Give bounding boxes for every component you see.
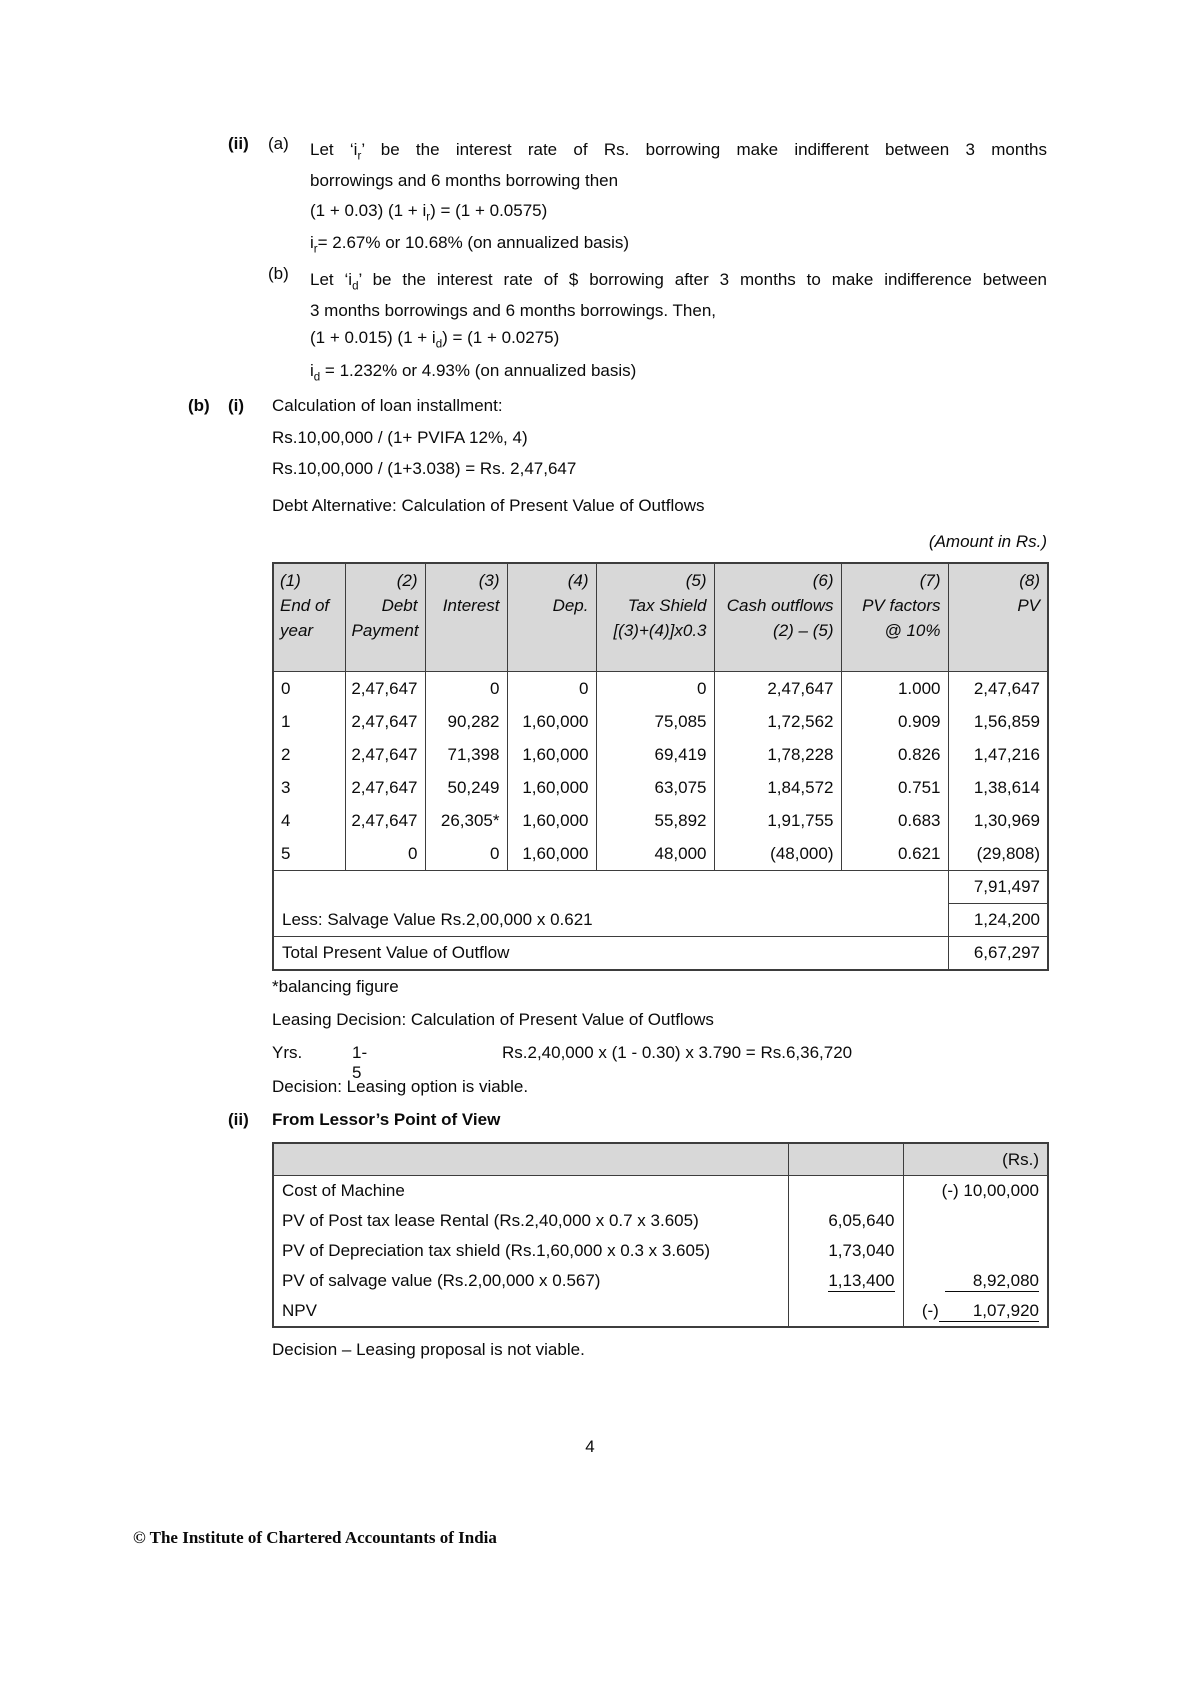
table-cell: 0.621 xyxy=(841,837,948,871)
table-cell: 5 xyxy=(273,837,345,871)
row-label: Cost of Machine xyxy=(282,1181,405,1200)
less-salvage-value: 1,24,200 xyxy=(948,904,1048,937)
copyright-footer: © The Institute of Chartered Accountants of India xyxy=(133,1528,497,1547)
table-cell: 3 xyxy=(281,777,291,797)
table-cell: 1,30,969 xyxy=(948,804,1048,837)
table1-less-salvage-row xyxy=(273,904,1048,937)
table-cell: 69,419 xyxy=(596,738,714,771)
row-mid-value: 1,13,400 xyxy=(788,1266,903,1296)
para-ii-a-line1: Let ‘$i_r$’ be the interest rate of Rs. borrowing make indifferent between 3 months xyxy=(310,140,1047,163)
table-cell: 2,47,647 xyxy=(714,672,841,706)
table-cell: 1,60,000 xyxy=(507,771,596,804)
table-cell: 0 xyxy=(596,672,714,706)
section-ii-label: (ii) xyxy=(228,134,249,153)
table-cell: 55,892 xyxy=(596,804,714,837)
table-cell: 4 xyxy=(281,810,291,830)
balancing-note: *balancing figure xyxy=(272,977,399,996)
table-cell: 0 xyxy=(507,672,596,706)
table-cell: 63,075 xyxy=(596,771,714,804)
table1-header-cash-outflows: (6) Cash outflows (2) – (5) xyxy=(714,563,841,672)
table-cell: 71,398 xyxy=(425,738,507,771)
lessor-decision-result: Decision – Leasing proposal is not viable. xyxy=(272,1340,585,1359)
table-cell: 1.000 xyxy=(841,672,948,706)
table1-row-year3 xyxy=(273,771,1048,804)
row-label: PV of salvage value (Rs.2,00,000 x 0.567) xyxy=(282,1271,601,1290)
table-cell: 2,47,647 xyxy=(345,804,425,837)
table-cell: 90,282 xyxy=(425,705,507,738)
table1-header-dep: (4) Dep. xyxy=(507,563,596,672)
table-cell: 1,38,614 xyxy=(948,771,1048,804)
para-ii-b xyxy=(310,264,1047,326)
table1-total-row xyxy=(273,937,1048,971)
amount-note: (Amount in Rs.) xyxy=(928,532,1047,551)
table-cell: 0 xyxy=(425,672,507,706)
table-cell: 1,60,000 xyxy=(507,705,596,738)
row-right-value: (-) 1,07,920 xyxy=(903,1296,1048,1327)
table-cell: 1,91,755 xyxy=(714,804,841,837)
row-mid-value xyxy=(788,1176,903,1207)
para-ii-b-line2: 3 months borrowings and 6 months borrowings. Then, xyxy=(310,301,717,320)
table-cell: 2,47,647 xyxy=(345,771,425,804)
table-cell: 50,249 xyxy=(425,771,507,804)
table1-header-pv: (8) PV xyxy=(948,563,1048,672)
table-cell xyxy=(788,1143,903,1176)
table1-header-row xyxy=(273,563,1048,672)
table1-row-year4 xyxy=(273,804,1048,837)
table-cell xyxy=(273,1143,788,1176)
yrs-range: 1-5 xyxy=(352,1043,368,1082)
table2-row-salvage-value xyxy=(273,1266,1048,1296)
table-cell: (29,808) xyxy=(948,837,1048,871)
table-cell: 1 xyxy=(281,711,291,731)
table1-header-pv-factors: (7) PV factors @ 10% xyxy=(841,563,948,672)
para-ii-a-line2: borrowings and 6 months borrowing then xyxy=(310,171,619,190)
table-cell: 0.826 xyxy=(841,738,948,771)
table-cell: 2 xyxy=(281,744,291,764)
row-right-value xyxy=(903,1206,1048,1236)
table-cell: 2,47,647 xyxy=(345,738,425,771)
loan-formula-line2: Rs.10,00,000 / (1+3.038) = Rs. 2,47,647 xyxy=(272,459,577,478)
formula-a2: $i_r= 2.67\%$ or 10.68% (on annualized basis) xyxy=(310,233,630,256)
table2-header-row xyxy=(273,1143,1048,1176)
table-cell xyxy=(273,871,948,904)
para-ii-a xyxy=(310,134,1047,196)
table-cell: 1,78,228 xyxy=(714,738,841,771)
table1-row-year5 xyxy=(273,837,1048,871)
yrs-formula: Rs.2,40,000 x (1 - 0.30) x 3.790 = Rs.6,36,720 xyxy=(502,1043,853,1062)
total-outflow-value: 6,67,297 xyxy=(948,937,1048,971)
table-cell: 1,60,000 xyxy=(507,837,596,871)
leasing-decision-result: Decision: Leasing option is viable. xyxy=(272,1077,529,1096)
table-cell: 0.683 xyxy=(841,804,948,837)
table-cell: 0.751 xyxy=(841,771,948,804)
debt-alternative-title: Debt Alternative: Calculation of Present Value of Outflows xyxy=(272,496,705,515)
item-a-label: (a) xyxy=(268,134,289,153)
total-outflow-label: Total Present Value of Outflow xyxy=(282,943,510,962)
table-cell: 2,47,647 xyxy=(345,672,425,706)
table1-header-tax-shield: (5) Tax Shield [(3)+(4)]x0.3 xyxy=(596,563,714,672)
subtotal-value: 7,91,497 xyxy=(948,871,1048,904)
table2-header-rs: (Rs.) xyxy=(903,1143,1048,1176)
row-mid-value xyxy=(788,1296,903,1327)
item-b-label: (b) xyxy=(268,264,289,283)
table1-header-end-of-year: (1) End of year xyxy=(273,563,345,672)
table-cell: 48,000 xyxy=(596,837,714,871)
section-ii2-label: (ii) xyxy=(228,1110,249,1129)
row-mid-value: 6,05,640 xyxy=(788,1206,903,1236)
para-ii-b-line1: Let ‘$i_d$’ be the interest rate of $ borrowing after 3 months to make indifference between xyxy=(310,270,1047,293)
row-mid-value: 1,73,040 xyxy=(788,1236,903,1266)
row-label: PV of Depreciation tax shield (Rs.1,60,000 x 0.3 x 3.605) xyxy=(282,1241,711,1260)
table-cell: 1,60,000 xyxy=(507,804,596,837)
loan-installment-title: Calculation of loan installment: xyxy=(272,396,503,415)
table1-subtotal-row xyxy=(273,871,1048,904)
table-cell: 1,84,572 xyxy=(714,771,841,804)
yrs-label: Yrs. xyxy=(272,1043,303,1062)
table-cell: 1,47,216 xyxy=(948,738,1048,771)
leasing-decision-title: Leasing Decision: Calculation of Present Value of Outflows xyxy=(272,1010,714,1029)
table1-row-year1 xyxy=(273,705,1048,738)
table-cell: 1,56,859 xyxy=(948,705,1048,738)
table-cell: 26,305* xyxy=(425,804,507,837)
lessor-view-title: From Lessor’s Point of View xyxy=(272,1110,501,1129)
row-right-value: (-) 10,00,000 xyxy=(903,1176,1048,1207)
row-right-value: 8,92,080 xyxy=(903,1266,1048,1296)
table1-header-debt-payment: (2) Debt Payment xyxy=(345,563,425,672)
table1-header-interest: (3) Interest xyxy=(425,563,507,672)
section-b-i-label: (i) xyxy=(228,396,245,415)
table-cell: 0.909 xyxy=(841,705,948,738)
lessor-npv-table xyxy=(272,1142,1049,1328)
table-cell: 0 xyxy=(425,837,507,871)
less-salvage-label: Less: Salvage Value Rs.2,00,000 x 0.621 xyxy=(273,904,948,937)
debt-outflows-table xyxy=(272,562,1049,971)
formula-b1: (1 + 0.015) $(1 + i_d) = (1 + 0.0275)$ xyxy=(310,328,560,351)
table-cell: 1,60,000 xyxy=(507,738,596,771)
table-cell: 2,47,647 xyxy=(948,672,1048,706)
loan-formula-line1: Rs.10,00,000 / (1+ PVIFA 12%, 4) xyxy=(272,428,528,447)
table2-row-npv xyxy=(273,1296,1048,1327)
table-cell: 0 xyxy=(281,678,291,698)
row-right-value xyxy=(903,1236,1048,1266)
table-cell: 75,085 xyxy=(596,705,714,738)
section-b-label: (b) xyxy=(188,396,210,415)
formula-a1: (1 + 0.03) $(1 + i_r) = (1 + 0.0575)$ xyxy=(310,201,548,224)
row-label: PV of Post tax lease Rental (Rs.2,40,000 x 0.7 x 3.605) xyxy=(282,1211,699,1230)
table-cell: (48,000) xyxy=(714,837,841,871)
yrs-line xyxy=(272,1043,853,1082)
table2-row-post-tax-lease-rental xyxy=(273,1206,1048,1236)
table-cell: 1,72,562 xyxy=(714,705,841,738)
formula-b2: $i_d = 1.232\%$ or 4.93% (on annualized basis) xyxy=(310,361,637,384)
table1-row-year2 xyxy=(273,738,1048,771)
page-number: 4 xyxy=(585,1437,595,1456)
table-cell: 0 xyxy=(345,837,425,871)
table1-row-year0 xyxy=(273,672,1048,706)
table-cell: 2,47,647 xyxy=(345,705,425,738)
table2-row-cost-of-machine xyxy=(273,1176,1048,1207)
row-label: NPV xyxy=(282,1301,317,1320)
table2-row-depreciation-tax-shield xyxy=(273,1236,1048,1266)
